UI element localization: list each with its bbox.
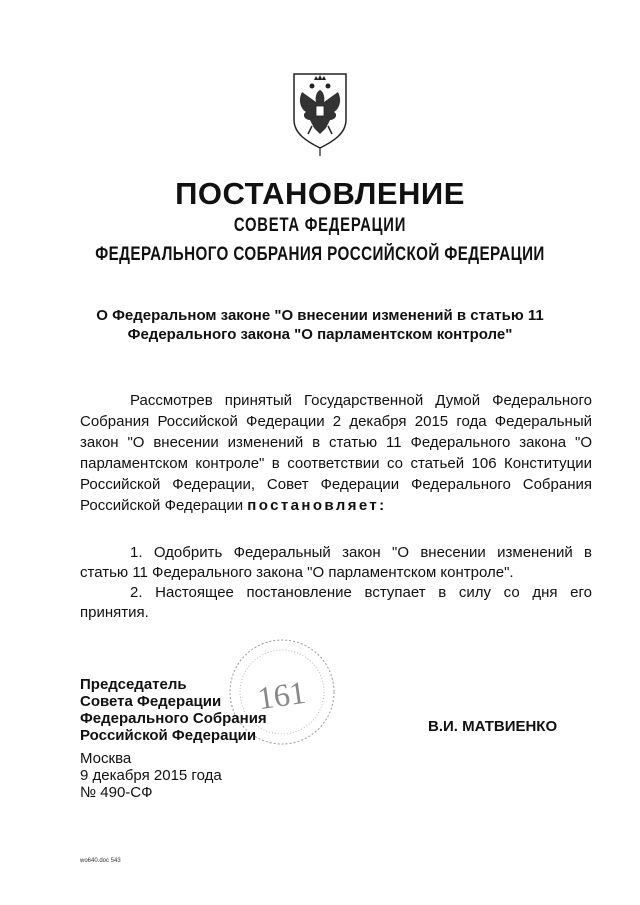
signatory-title-line3: Федерального Собрания xyxy=(80,710,267,727)
resolution-item-1: 1. Одобрить Федеральный закон "О внесении изменений в статью 11 Федерального закона "О парламентском контроле". xyxy=(80,544,592,581)
document-number: № 490-СФ xyxy=(80,784,153,801)
resolves-word: постановляет: xyxy=(247,497,387,514)
signatory-title-line2: Совета Федерации xyxy=(80,693,222,710)
coat-of-arms-icon xyxy=(288,68,352,158)
subject-line2: Федерального закона "О парламентском контроле" xyxy=(127,326,513,343)
document-title: ПОСТАНОВЛЕНИЕ xyxy=(175,176,465,211)
issuing-body-line2: ФЕДЕРАЛЬНОГО СОБРАНИЯ РОССИЙСКОЙ ФЕДЕРАЦИИ xyxy=(95,244,545,265)
preamble-text: Рассмотрев принятый Государственной Думой Федерального Собрания Российской Федерации 2 декабря 2015 года Федеральный закон "О внесении изменений в статью 11 Федерального закона "О парламентском контроле" в соответствии со статьей 106 Конституции Российской Федерации, Совет Федерации Федерального Собрания Российской Федерации xyxy=(80,392,592,514)
signatory-name: В.И. МАТВИЕНКО xyxy=(428,718,558,735)
stamp-number: 161 xyxy=(255,673,308,717)
resolution-items xyxy=(80,543,592,623)
preamble-paragraph xyxy=(80,390,592,516)
date: 9 декабря 2015 года xyxy=(80,767,222,784)
footer-code: wo640.doc 543 xyxy=(80,858,121,864)
subject-line1: О Федеральном законе "О внесении изменений в статью 11 xyxy=(96,307,544,324)
resolution-item-2: 2. Настоящее постановление вступает в силу со дня его принятия. xyxy=(80,584,592,621)
subject-heading xyxy=(80,306,560,344)
place-date-block xyxy=(80,750,222,801)
signature-block xyxy=(80,676,267,744)
city: Москва xyxy=(80,750,132,767)
issuing-body-line1: СОВЕТА ФЕДЕРАЦИИ xyxy=(233,215,407,236)
signatory-title-line4: Российской Федерации xyxy=(80,727,257,744)
signatory-title-line1: Председатель xyxy=(80,676,187,693)
